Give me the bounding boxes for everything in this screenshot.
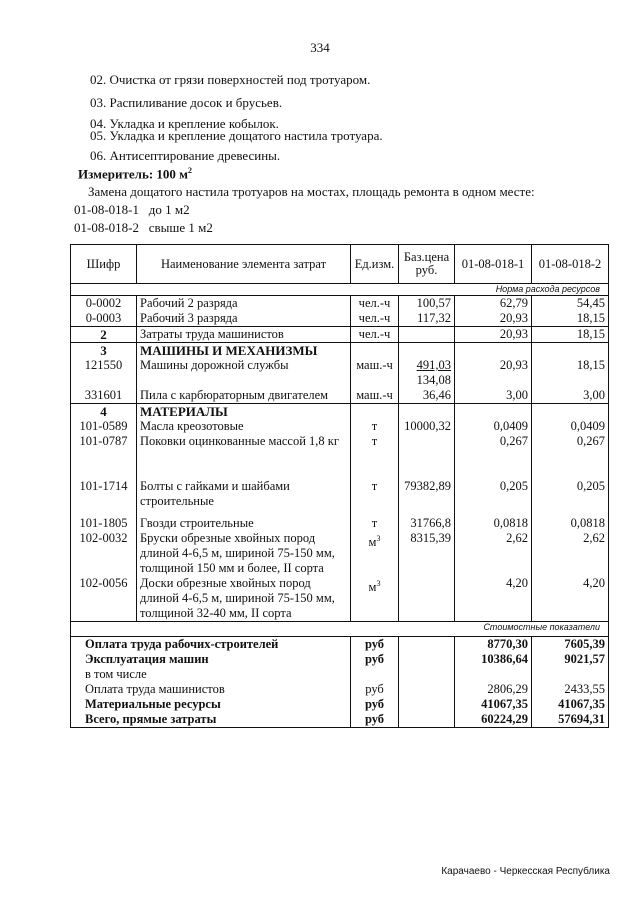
work-step-02: 02. Очистка от грязи поверхностей под тротуаром. (90, 72, 371, 87)
row-value-1: 20,93 (455, 327, 532, 343)
row-code: 331601 (71, 388, 137, 404)
row-name: Пила с карбюраторным двигателем (137, 388, 351, 404)
total-unit: руб (351, 637, 399, 653)
row-price: 31766,8 (399, 516, 455, 531)
table-row (71, 296, 609, 312)
row-name: Бруски обрезные хвойных пород длиной 4-6,5 м, шириной 75-150 мм, толщиной 150 мм и более, II сорта (137, 531, 351, 576)
row-price-secondary: 134,08 (416, 373, 451, 387)
row-price: 10000,32 (399, 419, 455, 434)
unit-text: м (368, 535, 377, 550)
row-value-2: 18,15 (532, 327, 609, 343)
table-row (71, 434, 609, 479)
total-value-2: 57694,31 (532, 712, 609, 728)
variant-2 (74, 220, 213, 236)
row-code: 2 (71, 327, 137, 343)
table-row (71, 576, 609, 622)
header-price: Баз.цена руб. (399, 245, 455, 284)
table-row (71, 388, 609, 404)
row-value-2: 3,00 (532, 388, 609, 404)
row-value-1: 3,00 (455, 388, 532, 404)
total-name: Оплата труда рабочих-строителей (71, 637, 351, 653)
row-code: 101-1714 (71, 479, 137, 516)
unit-superscript: 3 (376, 579, 381, 588)
row-price (399, 358, 455, 388)
row-name: Машины дорожной службы (137, 358, 351, 388)
total-value-2: 2433,55 (532, 682, 609, 697)
total-row (71, 697, 609, 712)
table-row (71, 327, 609, 343)
row-code: 0-0003 (71, 311, 137, 327)
row-unit: чел.-ч (351, 327, 399, 343)
row-code: 0-0002 (71, 296, 137, 312)
row-value-2: 4,20 (532, 576, 609, 622)
row-price (399, 576, 455, 622)
row-unit: т (351, 516, 399, 531)
total-value-1: 10386,64 (455, 652, 532, 667)
row-value-1: 4,20 (455, 576, 532, 622)
total-row (71, 637, 609, 653)
variant-1-text: до 1 м2 (148, 202, 190, 217)
cost-caption: Стоимостные показатели (71, 622, 609, 637)
row-unit: чел.-ч (351, 311, 399, 327)
row-name: Болты с гайками и шайбами строительные (137, 479, 351, 516)
row-value-1: 20,93 (455, 358, 532, 388)
norm-caption-row (71, 284, 609, 296)
row-code: 102-0032 (71, 531, 137, 576)
row-name: Доски обрезные хвойных пород длиной 4-6,5 м, шириной 75-150 мм, толщиной 32-40 мм, II сорта (137, 576, 351, 622)
section-code: 3 (71, 343, 137, 359)
total-unit: руб (351, 682, 399, 697)
row-value-1: 62,79 (455, 296, 532, 312)
total-value-2: 9021,57 (532, 652, 609, 667)
meter-text: Измеритель: 100 м (78, 166, 189, 182)
unit-text: м (368, 580, 377, 595)
row-price: 79382,89 (399, 479, 455, 516)
total-name: Оплата труда машинистов (71, 682, 351, 697)
estimate-table (70, 244, 609, 728)
table-row (71, 419, 609, 434)
section-title: МАШИНЫ И МЕХАНИЗМЫ (137, 343, 351, 359)
total-row (71, 712, 609, 728)
table-row (71, 479, 609, 516)
table-row (71, 531, 609, 576)
total-value-1: 60224,29 (455, 712, 532, 728)
table-row (71, 311, 609, 327)
header-code: Шифр (71, 245, 137, 284)
header-unit: Ед.изм. (351, 245, 399, 284)
row-value-2: 2,62 (532, 531, 609, 576)
row-value-1: 2,62 (455, 531, 532, 576)
total-value-2: 7605,39 (532, 637, 609, 653)
total-value-1: 2806,29 (455, 682, 532, 697)
row-value-1: 0,205 (455, 479, 532, 516)
row-value-1: 0,267 (455, 434, 532, 479)
total-name: Эксплуатация машин (71, 652, 351, 667)
row-value-2: 0,205 (532, 479, 609, 516)
row-value-2: 54,45 (532, 296, 609, 312)
row-price-main: 491,03 (416, 358, 451, 372)
variant-1 (74, 202, 190, 218)
row-name: Поковки оцинкованные массой 1,8 кг (137, 434, 351, 479)
row-code: 121550 (71, 358, 137, 388)
row-unit (351, 576, 399, 622)
norm-caption: Норма расхода ресурсов (71, 284, 609, 296)
row-value-2: 18,15 (532, 358, 609, 388)
table-row (71, 358, 609, 388)
row-unit: чел.-ч (351, 296, 399, 312)
work-step-04: 04. Укладка и крепление кобылок. (90, 116, 279, 131)
row-name: Рабочий 3 разряда (137, 311, 351, 327)
row-price: 117,32 (399, 311, 455, 327)
total-row (71, 667, 609, 682)
section-code: 4 (71, 404, 137, 420)
total-name: в том числе (71, 667, 351, 682)
total-unit: руб (351, 697, 399, 712)
row-code: 101-0787 (71, 434, 137, 479)
row-unit: маш.-ч (351, 388, 399, 404)
row-price: 100,57 (399, 296, 455, 312)
row-unit: т (351, 479, 399, 516)
total-row (71, 652, 609, 667)
row-value-1: 20,93 (455, 311, 532, 327)
row-value-1: 0,0409 (455, 419, 532, 434)
row-unit: т (351, 434, 399, 479)
row-price (399, 434, 455, 479)
row-value-2: 18,15 (532, 311, 609, 327)
section-row-materials (71, 404, 609, 420)
total-unit: руб (351, 712, 399, 728)
total-name: Материальные ресурсы (71, 697, 351, 712)
unit-superscript: 3 (376, 534, 381, 543)
table-header-row (71, 245, 609, 284)
cost-caption-row (71, 622, 609, 637)
variant-1-code: 01-08-018-1 (74, 202, 139, 217)
total-value-2: 41067,35 (532, 697, 609, 712)
row-name: Затраты труда машинистов (137, 327, 351, 343)
row-name: Масла креозотовые (137, 419, 351, 434)
footer-region: Карачаево - Черкесская Республика (441, 866, 610, 877)
section-title: МАТЕРИАЛЫ (137, 404, 351, 420)
meter-superscript: 2 (188, 166, 193, 175)
row-value-2: 0,267 (532, 434, 609, 479)
row-price: 36,46 (399, 388, 455, 404)
variant-2-code: 01-08-018-2 (74, 220, 139, 235)
description: Замена дощатого настила тротуаров на мостах, площадь ремонта в одном месте: (88, 184, 535, 199)
row-code: 102-0056 (71, 576, 137, 622)
header-variant-1: 01-08-018-1 (455, 245, 532, 284)
meter-label (78, 166, 192, 182)
section-row-machines (71, 343, 609, 359)
row-name: Гвозди строительные (137, 516, 351, 531)
row-unit (351, 531, 399, 576)
total-name: Всего, прямые затраты (71, 712, 351, 728)
total-unit: руб (351, 652, 399, 667)
row-name: Рабочий 2 разряда (137, 296, 351, 312)
row-unit: маш.-ч (351, 358, 399, 388)
page-number: 334 (310, 40, 330, 55)
table-row (71, 516, 609, 531)
row-value-2: 0,0409 (532, 419, 609, 434)
row-value-1: 0,0818 (455, 516, 532, 531)
variant-2-text: свыше 1 м2 (148, 220, 213, 235)
row-value-2: 0,0818 (532, 516, 609, 531)
row-code: 101-0589 (71, 419, 137, 434)
work-step-05: 05. Укладка и крепление дощатого настила тротуара. (90, 128, 383, 143)
header-name: Наименование элемента затрат (137, 245, 351, 284)
header-variant-2: 01-08-018-2 (532, 245, 609, 284)
total-row (71, 682, 609, 697)
work-step-03: 03. Распиливание досок и брусьев. (90, 95, 283, 110)
work-step-06: 06. Антисептирование древесины. (90, 148, 281, 163)
row-price: 8315,39 (399, 531, 455, 576)
row-price (399, 327, 455, 343)
row-unit: т (351, 419, 399, 434)
total-value-1: 41067,35 (455, 697, 532, 712)
row-code: 101-1805 (71, 516, 137, 531)
total-value-1: 8770,30 (455, 637, 532, 653)
